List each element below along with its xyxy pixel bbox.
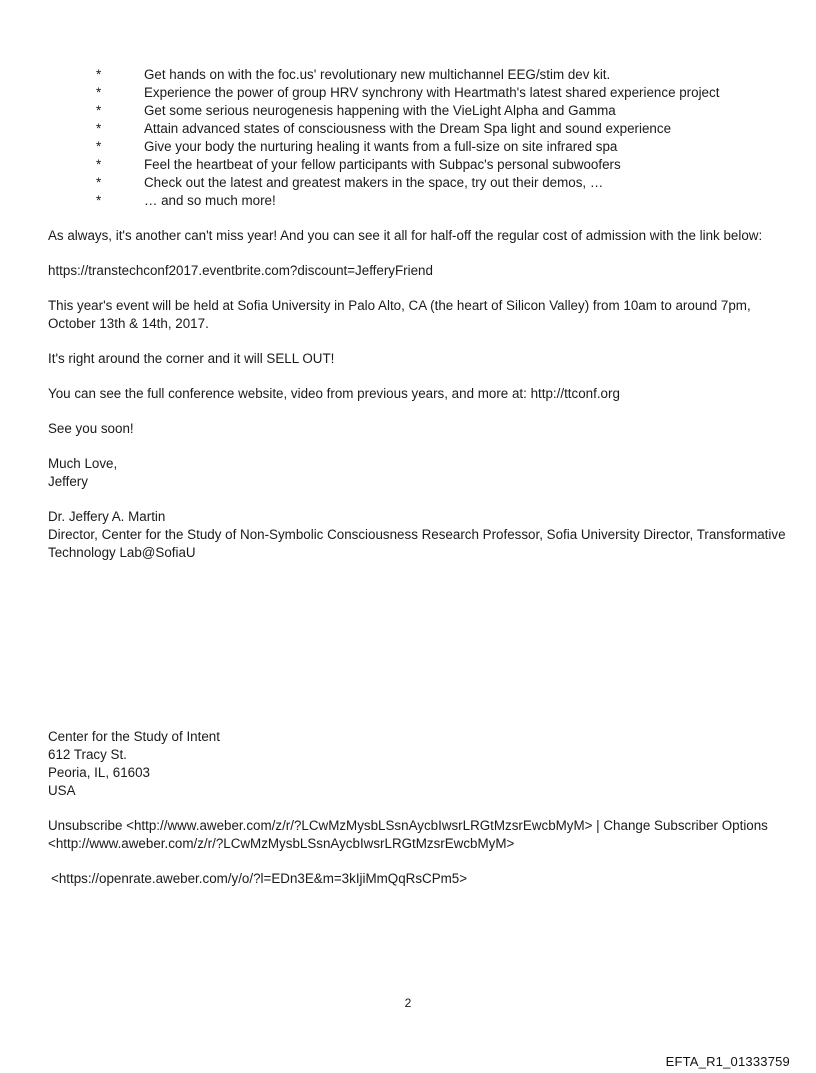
email-body (48, 66, 788, 562)
feature-list (48, 66, 788, 210)
sell-out-notice: It's right around the corner and it will SELL OUT! (48, 351, 335, 366)
page-number: 2 (404, 996, 412, 1010)
discount-link[interactable]: https://transtechconf2017.eventbrite.com?discount=JefferyFriend (48, 263, 433, 278)
bullet-marker: * (96, 85, 102, 100)
list-item: * Check out the latest and greatest makers in the space, try out their demos, … (96, 175, 604, 190)
footer-block (48, 728, 788, 888)
signature-titles: Director, Center for the Study of Non-Symbolic Consciousness Research Professor, Sofia University Director, Transformative Technology Lab@SofiaU (48, 527, 786, 560)
list-item: * Attain advanced states of consciousness with the Dream Spa light and sound experience (96, 121, 672, 136)
bullet-marker: * (96, 67, 102, 82)
openrate-link[interactable]: <https://openrate.aweber.com/y/o/?l=EDn3E&m=3kIjiMmQqRsCPm5> (51, 871, 468, 886)
address-street: 612 Tracy St. (48, 747, 127, 762)
unsubscribe-line[interactable]: Unsubscribe <http://www.aweber.com/z/r/?LCwMzMysbLSsnAycbIwsrLRGtMzsrEwcbMyM> | Change Subscriber Options <http://www.aweber.com/z/r/?LCwMzMysbLSsnAycbIwsrLRGtMzsrEwcbMyM> (48, 818, 768, 851)
address-org: Center for the Study of Intent (48, 729, 220, 744)
list-item: * Get hands on with the foc.us' revolutionary new multichannel EEG/stim dev kit. (96, 67, 611, 82)
signature-name: Dr. Jeffery A. Martin (48, 509, 166, 524)
see-you-line: See you soon! (48, 421, 134, 436)
bullet-marker: * (96, 103, 102, 118)
closing-line: Much Love, (48, 456, 118, 471)
list-item: * Get some serious neurogenesis happening with the VieLight Alpha and Gamma (96, 103, 616, 118)
bullet-marker: * (96, 193, 102, 208)
list-item: * Experience the power of group HRV synchrony with Heartmath's latest shared experience project (96, 85, 720, 100)
bullet-marker: * (96, 121, 102, 136)
list-item: * … and so much more! (96, 193, 276, 208)
address-country: USA (48, 783, 76, 798)
closing-name: Jeffery (48, 474, 88, 489)
discount-intro: As always, it's another can't miss year! And you can see it all for half-off the regular cost of admission with the link below: (48, 228, 763, 243)
bullet-marker: * (96, 157, 102, 172)
list-item: * Feel the heartbeat of your fellow participants with Subpac's personal subwoofers (96, 157, 621, 172)
event-details: This year's event will be held at Sofia University in Palo Alto, CA (the heart of Silicon Valley) from 10am to around 7pm, October 13th & 14th, 2017. (48, 298, 751, 331)
address-city: Peoria, IL, 61603 (48, 765, 150, 780)
bullet-marker: * (96, 175, 102, 190)
list-item: * Give your body the nurturing healing it wants from a full-size on site infrared spa (96, 139, 618, 154)
bullet-marker: * (96, 139, 102, 154)
website-info: You can see the full conference website, video from previous years, and more at: http://ttconf.org (48, 386, 620, 401)
bates-number: EFTA_R1_01333759 (665, 1054, 790, 1069)
